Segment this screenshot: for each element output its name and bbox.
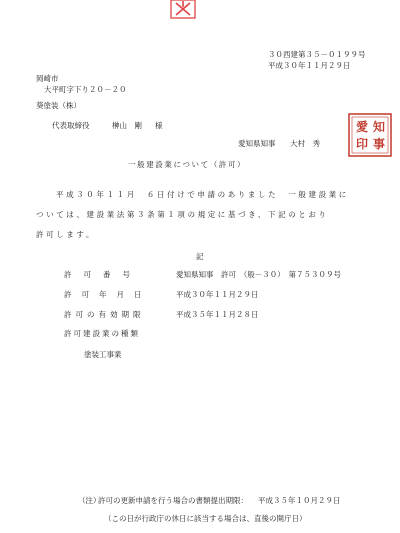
type-value: 塗装工事業: [84, 350, 122, 359]
svg-text:知: 知: [373, 120, 386, 134]
recipient-address: 大平町字下り２０－２０: [44, 85, 127, 94]
representative-name: 榊山 剛: [112, 121, 142, 130]
issuer-title: 愛知県知事: [238, 139, 276, 148]
permit-date-label: 許可年月日: [64, 290, 152, 299]
permit-date-value: 平成３０年１１月２９日: [176, 290, 259, 299]
svg-text:事: 事: [373, 137, 386, 151]
document-date: 平成３０年１１月２９日: [268, 61, 351, 70]
expiry-label: 許可の有効期限: [64, 310, 145, 319]
issuer-name: 大村 秀: [290, 139, 320, 148]
svg-text:印: 印: [356, 137, 369, 151]
recipient-city: 岡崎市: [36, 74, 59, 83]
permit-number-label: 許可番号: [64, 270, 142, 279]
document-number: ３０西建第３５－０１９９号: [268, 50, 366, 59]
red-mark-icon: [168, 0, 198, 20]
note-deadline: 平成３５年１０月２９日: [258, 496, 341, 505]
honorific: 様: [155, 121, 163, 130]
body-line-2: ついては、建設業法第３条第１項の規定に基づき、下記のとおり: [36, 210, 329, 219]
ki-heading: 記: [196, 252, 204, 261]
permit-number-value: 愛知県知事 許可 （般－３０） 第７５３０９号: [176, 270, 341, 279]
representative-title: 代表取締役: [52, 121, 90, 130]
subject-title: 一般建設業について（許可）: [128, 160, 247, 169]
recipient-company: 葵塗装（株）: [36, 101, 81, 110]
svg-text:愛: 愛: [356, 120, 369, 134]
note-prefix: （注）: [78, 496, 101, 505]
note-text: 許可の更新申請を行う場合の書類提出期限：: [98, 496, 248, 505]
body-line-1: 平成３０年１１月 ６日付けで申請のありました 一般建設業に: [56, 190, 349, 199]
note-subnote: （この日が行政庁の休日に該当する場合は、直後の開庁日）: [104, 514, 307, 523]
expiry-value: 平成３５年１１月２８日: [176, 310, 259, 319]
body-line-3: 許可します。: [36, 230, 96, 239]
type-label: 許可建設業の種類: [64, 329, 140, 338]
official-seal-icon: [347, 112, 393, 158]
